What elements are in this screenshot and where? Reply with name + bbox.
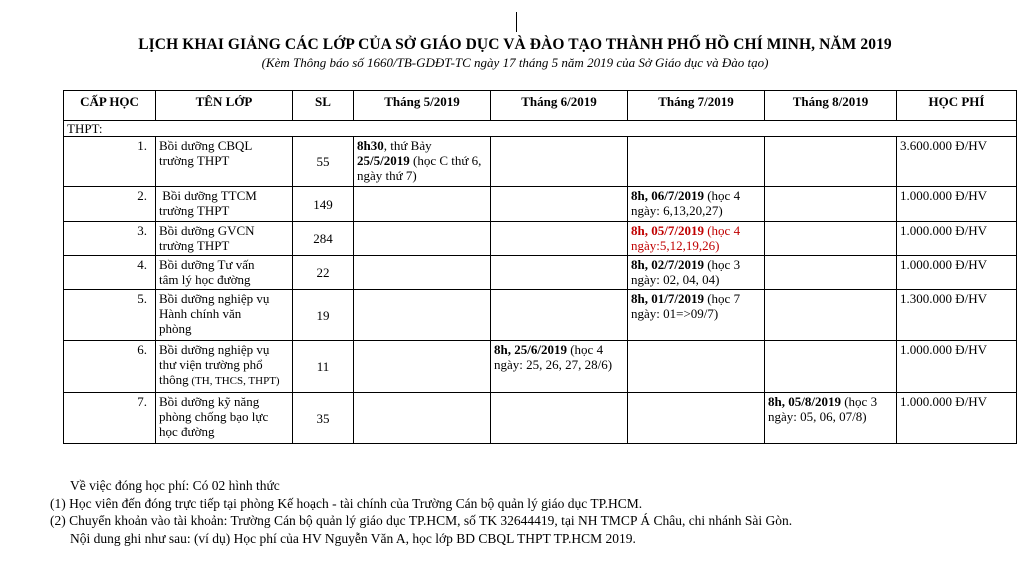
notes-method-1: (1) Học viên đến đóng trực tiếp tại phòng Kế hoạch - tài chính của Trường Cán bộ quản lý giáo dục TP.HCM. — [50, 495, 643, 511]
group-label: THPT: — [64, 121, 1017, 137]
schedule-may — [354, 187, 491, 222]
header-ten-lop: TÊN LỚP — [156, 91, 293, 121]
class-name: Bồi dưỡng nghiệp vụ thư viện trường phổ thông (TH, THCS, THPT) — [156, 341, 293, 393]
schedule-august — [765, 187, 897, 222]
class-name: Bồi dưỡng Tư vấn tâm lý học đường — [156, 256, 293, 290]
tuition-fee: 1.300.000 Đ/HV — [897, 290, 1017, 341]
schedule-may — [354, 256, 491, 290]
schedule-may — [354, 393, 491, 444]
header-hoc-phi: HỌC PHÍ — [897, 91, 1017, 121]
row-number: 4. — [64, 256, 156, 290]
schedule-june — [491, 256, 628, 290]
schedule-may: 8h30, thứ Bảy 25/5/2019 (học C thứ 6, ngày thứ 7) — [354, 137, 491, 187]
document-subtitle: (Kèm Thông báo số 1660/TB-GDĐT-TC ngày 17 tháng 5 năm 2019 của Sở Giáo dục và Đào tạo) — [261, 55, 769, 70]
student-count: 149 — [293, 187, 354, 222]
schedule-july: 8h, 02/7/2019 (học 3 ngày: 02, 04, 04) — [628, 256, 765, 290]
schedule-june — [491, 393, 628, 444]
schedule-june — [491, 187, 628, 222]
notes-content-example: Nội dung ghi như sau: (ví dụ) Học phí của HV Nguyễn Văn A, học lớp BD CBQL THPT TP.HCM 2019. — [70, 530, 636, 546]
header-thang-6: Tháng 6/2019 — [491, 91, 628, 121]
schedule-may — [354, 341, 491, 393]
table-row — [64, 341, 1017, 393]
schedule-july: 8h, 01/7/2019 (học 7 ngày: 01=>09/7) — [628, 290, 765, 341]
header-thang-5: Tháng 5/2019 — [354, 91, 491, 121]
text-cursor — [516, 12, 517, 32]
student-count: 22 — [293, 256, 354, 290]
table-row — [64, 256, 1017, 290]
schedule-august — [765, 290, 897, 341]
class-name: Bồi dưỡng kỹ năng phòng chống bạo lực học đường — [156, 393, 293, 444]
payment-notes — [50, 477, 792, 547]
class-name: Bồi dưỡng CBQL trường THPT — [156, 137, 293, 187]
class-name: Bồi dưỡng GVCN trường THPT — [156, 222, 293, 256]
schedule-august — [765, 137, 897, 187]
schedule-august — [765, 256, 897, 290]
tuition-fee: 1.000.000 Đ/HV — [897, 393, 1017, 444]
schedule-june — [491, 137, 628, 187]
schedule-june — [491, 222, 628, 256]
student-count: 35 — [293, 393, 354, 444]
schedule-june — [491, 290, 628, 341]
schedule-table — [63, 90, 1017, 444]
row-number: 6. — [64, 341, 156, 393]
table-header-row — [64, 91, 1017, 121]
schedule-july — [628, 341, 765, 393]
student-count: 19 — [293, 290, 354, 341]
table-row — [64, 290, 1017, 341]
table-row — [64, 222, 1017, 256]
row-number: 5. — [64, 290, 156, 341]
table-row — [64, 137, 1017, 187]
schedule-may — [354, 222, 491, 256]
student-count: 284 — [293, 222, 354, 256]
row-number: 3. — [64, 222, 156, 256]
schedule-july — [628, 393, 765, 444]
tuition-fee: 1.000.000 Đ/HV — [897, 256, 1017, 290]
row-number: 2. — [64, 187, 156, 222]
schedule-july: 8h, 05/7/2019 (học 4 ngày:5,12,19,26) — [628, 222, 765, 256]
header-cap-hoc: CẤP HỌC — [64, 91, 156, 121]
tuition-fee: 1.000.000 Đ/HV — [897, 187, 1017, 222]
schedule-august — [765, 341, 897, 393]
student-count: 55 — [293, 137, 354, 187]
tuition-fee: 1.000.000 Đ/HV — [897, 341, 1017, 393]
schedule-may — [354, 290, 491, 341]
row-number: 1. — [64, 137, 156, 187]
class-name: Bồi dưỡng nghiệp vụ Hành chính văn phòng — [156, 290, 293, 341]
schedule-august: 8h, 05/8/2019 (học 3 ngày: 05, 06, 07/8) — [765, 393, 897, 444]
class-name: Bồi dưỡng TTCM trường THPT — [156, 187, 293, 222]
notes-method-2: (2) Chuyển khoản vào tài khoản: Trường Cán bộ quản lý giáo dục TP.HCM, số TK 32644419, tại NH TMCP Á Châu, chi nhánh Sài Gòn. — [50, 513, 793, 528]
schedule-june: 8h, 25/6/2019 (học 4 ngày: 25, 26, 27, 28/6) — [491, 341, 628, 393]
student-count: 11 — [293, 341, 354, 393]
header-thang-8: Tháng 8/2019 — [765, 91, 897, 121]
document-title: LỊCH KHAI GIẢNG CÁC LỚP CỦA SỞ GIÁO DỤC VÀ ĐÀO TẠO THÀNH PHỐ HỒ CHÍ MINH, NĂM 2019 — [138, 36, 892, 53]
schedule-july — [628, 137, 765, 187]
row-number: 7. — [64, 393, 156, 444]
group-row — [64, 121, 1017, 137]
schedule-august — [765, 222, 897, 256]
notes-intro: Về việc đóng học phí: Có 02 hình thức — [70, 478, 280, 493]
tuition-fee: 3.600.000 Đ/HV — [897, 137, 1017, 187]
table-row — [64, 187, 1017, 222]
header-thang-7: Tháng 7/2019 — [628, 91, 765, 121]
tuition-fee: 1.000.000 Đ/HV — [897, 222, 1017, 256]
table-row — [64, 393, 1017, 444]
header-sl: SL — [293, 91, 354, 121]
schedule-july: 8h, 06/7/2019 (học 4 ngày: 6,13,20,27) — [628, 187, 765, 222]
